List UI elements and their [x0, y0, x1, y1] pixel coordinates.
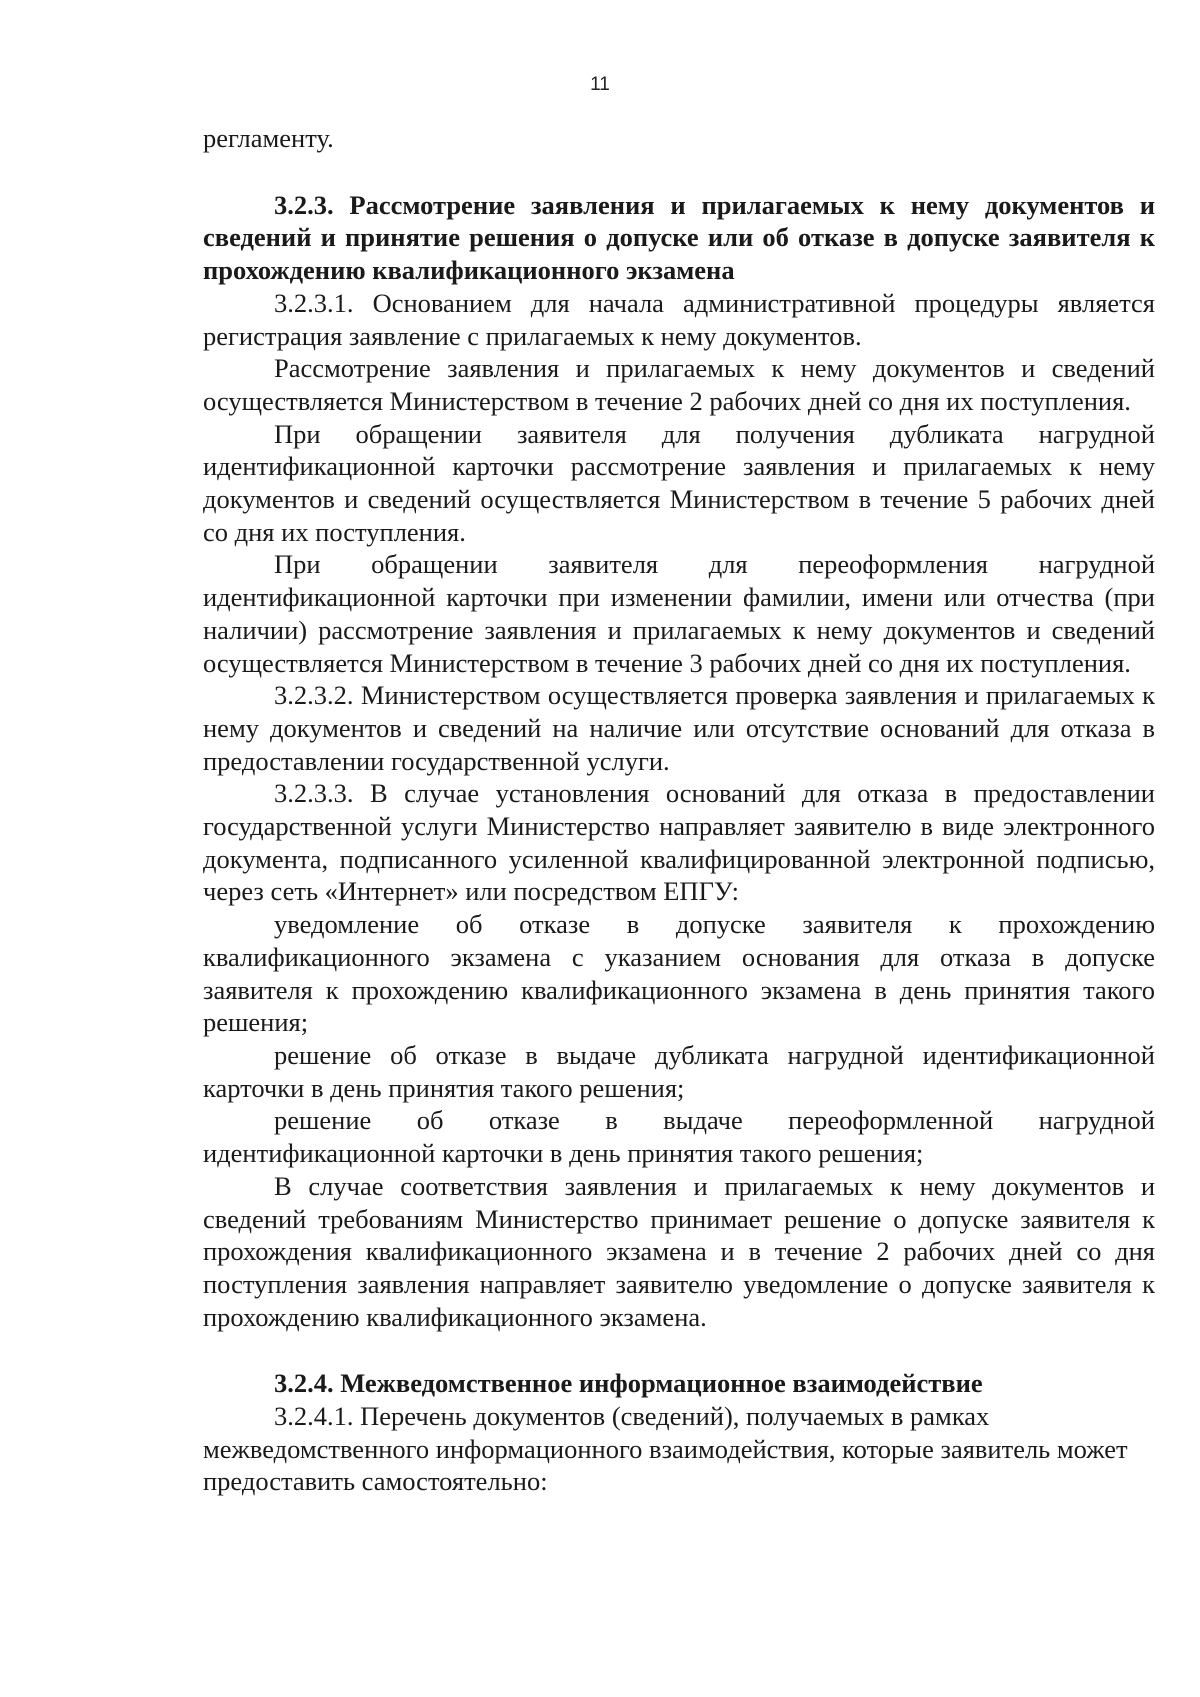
paragraph-reissue-term: При обращении заявителя для переоформления нагрудной идентификационной карточки при изменении фамилии, имени или отчества (при наличии) рассмотрение заявления и прилагаемых к нему документов и сведений осуществляется Министерством в течение 3 рабочих дней со дня их поступления. [203, 549, 1155, 678]
list-item-refusal-notice: уведомление об отказе в допуске заявителя к прохождению квалификационного экзамена с указанием основания для отказа в допуске заявителя к прохождению квалификационного экзамена в день принятия такого решения; [203, 909, 1155, 1038]
section-324-heading: 3.2.4. Межведомственное информационное взаимодействие [274, 1368, 983, 1399]
paragraph-review-term: Рассмотрение заявления и прилагаемых к нему документов и сведений осуществляется Министерством в течение 2 рабочих дней со дня их поступления. [203, 353, 1155, 416]
paragraph-3-2-3-2: 3.2.3.2. Министерством осуществляется проверка заявления и прилагаемых к нему документов и сведений на наличие или отсутствие оснований для отказа в предоставлении государственной услуги. [203, 680, 1155, 776]
section-gap [203, 1333, 1155, 1367]
paragraph-3-2-3-3: 3.2.3.3. В случае установления оснований для отказа в предоставлении государственной услуги Министерство направляет заявителю в виде электронного документа, подписанного усиленной квалифицированной электронной подписью, через сеть «Интернет» или посредством ЕПГУ: [203, 778, 1155, 907]
continuation-text: регламенту. [203, 123, 334, 153]
page-number: 11 [590, 74, 610, 95]
paragraph-duplicate-term: При обращении заявителя для получения дубликата нагрудной идентификационной карточки рассмотрение заявления и прилагаемых к нему документов и сведений осуществляется Министерством в течение 5 рабочих дней со дня их поступления. [203, 418, 1155, 547]
section-gap [203, 155, 1155, 189]
paragraph-admission-decision: В случае соответствия заявления и прилагаемых к нему документов и сведений требованиям Министерство принимает решение о допуске заявителя к прохождения квалификационного экзамена и в течение 2 рабочих дней со дня поступления заявления направляет заявителю уведомление о допуске заявителя к прохождению квалификационного экзамена. [203, 1170, 1155, 1332]
section-323-heading: 3.2.3. Рассмотрение заявления и прилагаемых к нему документов и сведений и принятие решения о допуске или об отказе в допуске заявителя к прохождению квалификационного экзамена [203, 189, 1155, 286]
list-item-reissue-refusal: решение об отказе в выдаче переоформленной нагрудной идентификационной карточки в день принятия такого решения; [203, 1105, 1155, 1169]
document-body [203, 122, 1155, 1498]
paragraph-3-2-3-1: 3.2.3.1. Основанием для начала административной процедуры является регистрация заявление с прилагаемых к нему документов. [203, 287, 1155, 351]
paragraph-3-2-4-1: 3.2.4.1. Перечень документов (сведений), получаемых в рамках межведомственного информационного взаимодействия, которые заявитель может предоставить самостоятельно: [203, 1401, 1128, 1497]
list-item-duplicate-refusal: решение об отказе в выдаче дубликата нагрудной идентификационной карточки в день принятия такого решения; [203, 1039, 1155, 1103]
